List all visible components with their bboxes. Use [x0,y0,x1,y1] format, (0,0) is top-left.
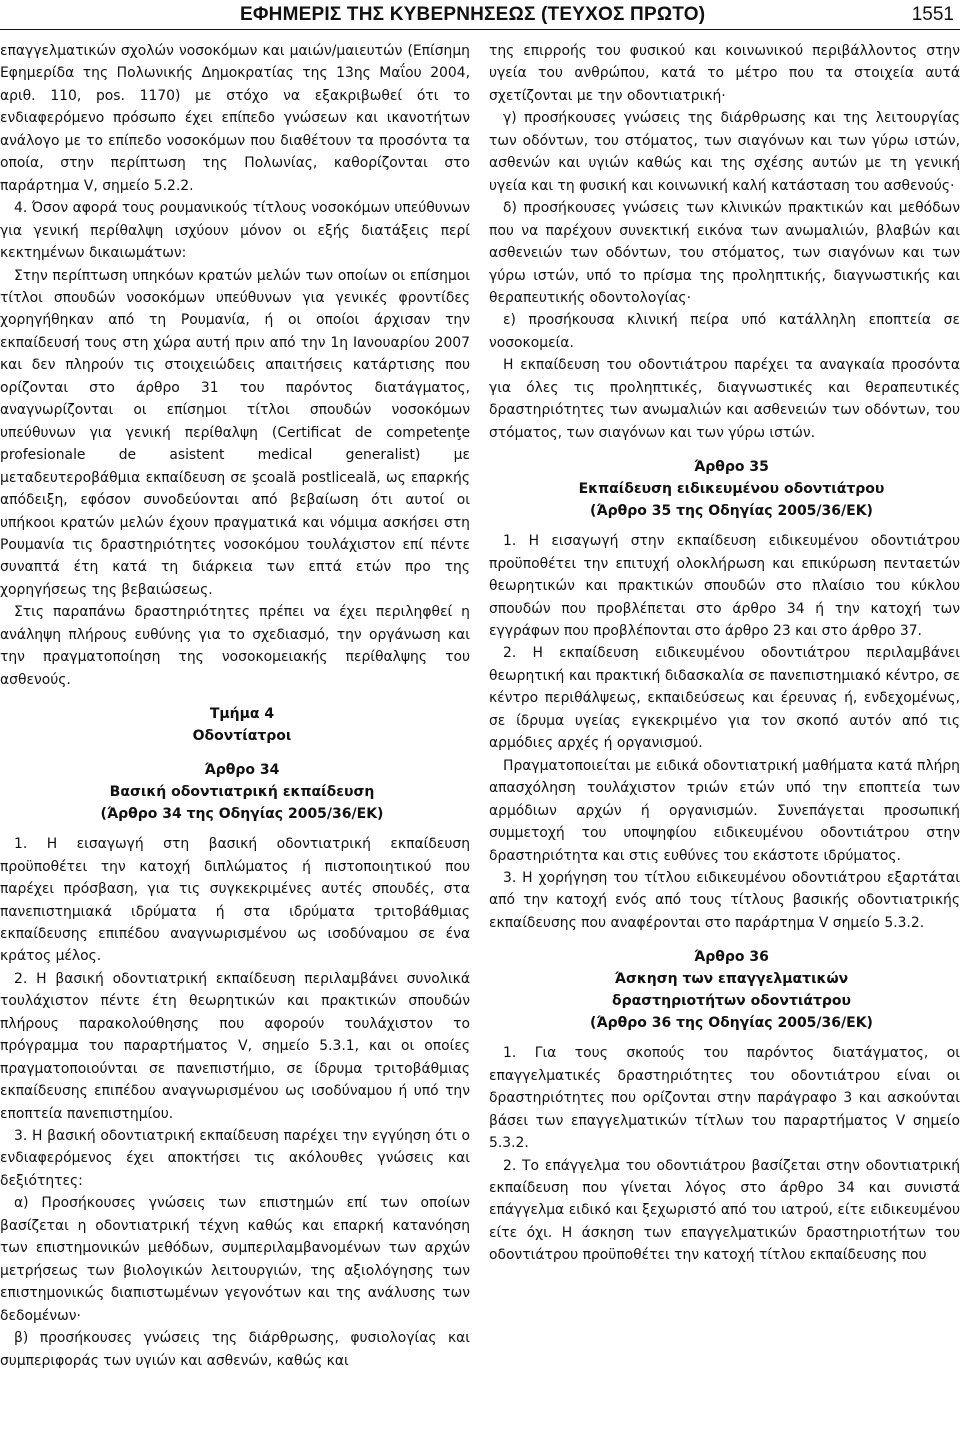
paragraph: 1. Η εισαγωγή στην εκπαίδευση ειδικευμένου οδοντιάτρου προϋποθέτει την επιτυχή ολοκλήρωση και επικύρωση πενταετών θεωρητικών και πρακτικών σπουδών στο πλαίσιο του κύκλου σπουδών που προβλέπεται στο άρθρο 34 ή την κατοχή των εγγράφων που προβλέπονται στο άρθρο 23 και στο άρθρο 37. [489,533,960,639]
page-header [0,0,960,30]
article-34-heading [0,759,470,825]
article-title: Άρθρο 34 [204,762,280,779]
paragraph: 2. Το επάγγελμα του οδοντιάτρου βασίζεται στην οδοντιατρική εκπαίδευση που γίνεται λόγος στο άρθρο 34 και συνιστά επάγγελμα ειδικό και ξεχωριστό από του ιατρού, είτε ειδικευμένου είτε όχι. Η άσκηση των επαγγελματικών δραστηριοτήτων του οδοντιάτρου προϋποθέτει την κατοχή τίτλου εκπαίδευσης που [489,1157,960,1264]
article-subtitle: δραστηριοτήτων οδοντιάτρου [612,993,851,1010]
left-column [0,40,470,1372]
article-reference: (Άρθρο 35 της Οδηγίας 2005/36/ΕΚ) [590,503,873,520]
paragraph: 1. Για τους σκοπούς του παρόντος διατάγματος, οι επαγγελματικές δραστηριότητες του οδοντιάτρου είναι οι δραστηριότητες που ορίζονται στην παράγραφο 3 και ασκούνται βάσει των επαγγελματικών τίτλων του παραρτήματος V σημείο 5.3.2. [489,1045,960,1152]
paragraph: 2. Η εκπαίδευση ειδικευμένου οδοντιάτρου περιλαμβάνει θεωρητική και πρακτική διδασκαλία σε πανεπιστημιακό κέντρο, σε κέντρο περιθάλψεως, εκπαιδεύσεως και έρευνας ή, ενδεχομένως, σε ίδρυμα υγείας εγκεκριμένο για τον σκοπό αυτόν από τις αρμόδιες αρχές ή οργανισμού. [489,645,960,752]
paragraph: γ) προσήκουσες γνώσεις της διάρθρωσης και της λειτουργίας των οδόντων, του στόματος, των σιαγόνων και των γύρω ιστών, ασθενών και υγιών καθώς και της σχέσης αυτών με τη γενική υγεία και τη φυσική και κοινωνική καλή κατάσταση του ασθενούς· [489,110,960,194]
article-subtitle: Βασική οδοντιατρική εκπαίδευση [109,784,375,801]
paragraph: ε) προσήκουσα κλινική πείρα υπό κατάλληλη εποπτεία σε νοσοκομεία. [489,312,960,351]
paragraph: Στην περίπτωση υπηκόων κρατών μελών των οποίων οι επίσημοι τίτλοι σπουδών νοσοκόμων υπεύθυνων για γενικές φροντίδες χορηγήθηκαν από τη Ρουμανία, ή οι οποίοι άρχισαν την εκπαίδευσή τους στη χώρα αυτή πριν από την 1η Ιανουαρίου 2007 και δεν πληρούν τις στοιχειώδεις απαιτήσεις κατάρτισης που ορίζονται στο άρθρο 31 του παρόντος διατάγματος, αναγνωρίζονται οι επίσημοι τίτλοι σπουδών νοσοκόμων υπεύθυνων για γενική περίθαλψη (Certificat de competenţe profesionale de asistent medical generalist) με μεταδευτεροβάθμια εκπαίδευση σε şcoală postliceală, ως επαρκής απόδειξη, εφόσον συνοδεύονται από βεβαίωση ότι αυτοί οι υπήκοοι κρατών μελών έχουν πραγματικά και νόμιμα ασκήσει στη Ρουμανία τις δραστηριότητες νοσοκόμου τουλάχιστον επί πέντε συναπτά έτη κατά τη διάρκεια των επτά ετών προ της χορηγήσεως της βεβαιώσεως. [0,267,470,598]
paragraph: 2. Η βασική οδοντιατρική εκπαίδευση περιλαμβάνει συνολικά τουλάχιστον πέντε έτη θεωρητικών και πρακτικών σπουδών πλήρους παρακολούθησης που αφορούν τουλάχιστον το πρόγραμμα του παραρτήματος V, σημείο 5.3.1, και οι οποίες πραγματοποιούνται σε πανεπιστήμιο, σε ίδρυμα τριτοβάθμιας εκπαίδευσης επιπέδου αναγνωρισμένου ως ισοδύναμου ή υπό την εποπτεία πανεπιστημίου. [0,970,470,1122]
article-reference: (Άρθρο 36 της Οδηγίας 2005/36/ΕΚ) [590,1015,873,1032]
paragraph: επαγγελματικών σχολών νοσοκόμων και μαιών/μαιευτών (Επίσημη Εφημερίδα της Πολωνικής Δημοκρατίας της 13ης Μαΐου 2004, αριθ. 110, pos. 1170) με στόχο να εξακριβωθεί ότι το ενδιαφερόμενο πρόσωπο έχει επίπεδο γνώσεων και ικανοτήτων ανάλογο με το επίπεδο νοσοκόμων που διαθέτουν τα προσόντα τα οποία, στην περίπτωση της Πολωνίας, καθορίζονται στο παράρτημα V, σημείο 5.2.2. [0,43,470,194]
paragraph: Η εκπαίδευση του οδοντιάτρου παρέχει τα αναγκαία προσόντα για όλες τις προληπτικές, διαγνωστικές και θεραπευτικές δραστηριότητες των ανωμαλιών και ασθενειών των οδόντων, του στόματος, των σιαγόνων και των γύρω ιστών. [489,357,960,441]
header-rule [0,29,960,30]
article-reference: (Άρθρο 34 της Οδηγίας 2005/36/ΕΚ) [100,806,384,823]
article-35-heading [489,456,960,522]
paragraph: β) προσήκουσες γνώσεις της διάρθρωσης, φυσιολογίας και συμπεριφοράς των υγιών και ασθενών, καθώς και [0,1330,470,1369]
paragraph: Πραγματοποιείται με ειδικά οδοντιατρική μαθήματα κατά πλήρη απασχόληση τουλάχιστον τριών ετών υπό την εποπτεία των αρμόδιων αρχών ή οργανισμών. Συνεπάγεται προσωπική συμμετοχή του υποψηφίου ειδικευμένου οδοντιάτρου στην δραστηριότητα και στις ευθύνες του εκάστοτε ιδρύματος. [489,757,960,864]
paragraph: 1. Η εισαγωγή στη βασική οδοντιατρική εκπαίδευση προϋποθέτει την κατοχή διπλώματος ή πιστοποιητικού που παρέχει πρόσβαση, για τις συγκεκριμένες αυτές σπουδές, στα πανεπιστημιακά ιδρύματα ή στα ιδρύματα τριτοβάθμιας εκπαίδευσης επιπέδου αναγνωρισμένου ως ισοδύναμου σε ένα κράτος μέλος. [0,836,470,965]
article-36-heading [489,946,960,1034]
article-title: Άρθρο 35 [694,459,769,476]
paragraph: Στις παραπάνω δραστηριότητες πρέπει να έχει περιληφθεί η ανάληψη πλήρους ευθύνης για το σχεδιασμό, την οργάνωση και την πραγματοποίηση της νοσοκομειακής περίθαλψης του ασθενούς. [0,604,470,688]
article-subtitle: Εκπαίδευση ειδικευμένου οδοντιάτρου [578,481,885,498]
right-column [489,40,960,1267]
paragraph: 4. Όσον αφορά τους ρουμανικούς τίτλους νοσοκόμων υπεύθυνων για γενική περίθαλψη ισχύουν μόνον οι εξής διατάξεις περί κεκτημένων δικαιωμάτων: [0,200,470,262]
paragraph: 3. Η βασική οδοντιατρική εκπαίδευση παρέχει την εγγύηση ότι ο ενδιαφερόμενος έχει αποκτήσει τις ακόλουθες γνώσεις και δεξιότητες: [0,1128,470,1189]
header-title: ΕΦΗΜΕΡΙΣ ΤΗΣ ΚΥΒΕΡΝΗΣΕΩΣ (ΤΕΥΧΟΣ ΠΡΩΤΟ) [240,4,706,25]
paragraph: 3. Η χορήγηση του τίτλου ειδικευμένου οδοντιάτρου εξαρτάται από την κατοχή ενός από τους τίτλους βασικής οδοντιατρικής εκπαίδευσης που αναφέρονται στο παράρτημα V σημείο 5.3.2. [489,869,960,931]
section-title: Τμήμα 4 [209,706,275,723]
section-heading [0,703,470,747]
paragraph: δ) προσήκουσες γνώσεις των κλινικών πρακτικών και μεθόδων που να παρέχουν συνεκτική εικόνα των ανωμαλιών, βλαβών και ασθενειών των οδόντων, του στόματος, των σιαγόνων και των γύρω ιστών, υπό το πρίσμα της προληπτικής, διαγνωστικής και θεραπευτικής οδοντολογίας· [489,200,960,306]
article-title: Άρθρο 36 [694,949,769,966]
page-number: 1551 [911,4,954,25]
section-subtitle: Οδοντίατροι [192,728,292,745]
paragraph: της επιρροής του φυσικού και κοινωνικού περιβάλλοντος στην υγεία του ανθρώπου, κατά το μέτρο που τα στοιχεία αυτά σχετίζονται με την οδοντιατρική· [489,43,960,104]
article-subtitle: Άσκηση των επαγγελματικών [614,971,849,988]
paragraph: α) Προσήκουσες γνώσεις των επιστημών επί των οποίων βασίζεται η οδοντιατρική τέχνη καθώς και επαρκή κατανόηση των επιστημονικών μεθόδων, συμπεριλαμβανομένων των αρχών μετρήσεως των βιολογικών λειτουργιών, της αξιολόγησης των επιστημονικώς διαπιστωμένων γεγονότων και της ανάλυσης των δεδομένων· [0,1195,470,1324]
